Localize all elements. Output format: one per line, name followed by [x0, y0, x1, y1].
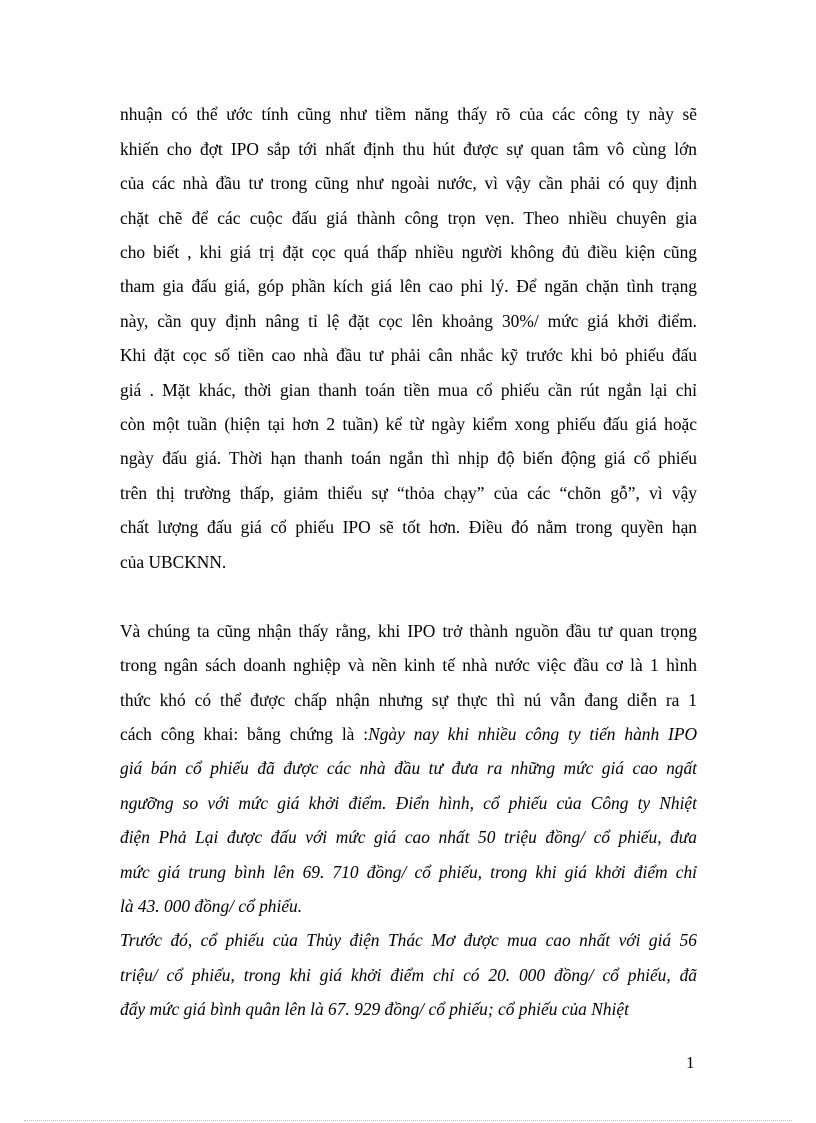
paragraph-1-line-1: nhuận có thể ước tính cũng như tiềm năng thấy rõ của các công ty này sẽ [120, 104, 697, 124]
paragraph-2-line-3: thức khó có thể được chấp nhận nhưng sự thực thì nú vẫn đang diễn ra 1 [120, 690, 697, 710]
italic-line-6: Trước đó, cổ phiếu của Thủy điện Thác Mơ được mua cao nhất với giá 56 [120, 930, 697, 950]
paragraph-2-line-2: trong ngân sách doanh nghiệp và nền kinh tế nhà nước việc đầu cơ là 1 hình [120, 655, 697, 675]
italic-line-2: ngưỡng so với mức giá khởi điểm. Điển hình, cổ phiếu của Công ty Nhiệt [120, 793, 697, 813]
paragraph-1-line-9: giá . Mặt khác, thời gian thanh toán tiền mua cổ phiếu cần rút ngắn lại chỉ [120, 380, 697, 400]
paragraph-1-line-13: chất lượng đấu giá cổ phiếu IPO sẽ tốt hơn. Điều đó nằm trong quyền hạn [120, 517, 697, 537]
italic-line-4: mức giá trung bình lên 69. 710 đồng/ cổ phiếu, trong khi giá khởi điểm chỉ [120, 862, 697, 882]
paragraph-2-line-1: Và chúng ta cũng nhận thấy rằng, khi IPO trở thành nguồn đầu tư quan trọng [120, 621, 697, 641]
page-bottom-edge [24, 1120, 792, 1121]
paragraph-1-line-7: này, cần quy định nâng tỉ lệ đặt cọc lên khoảng 30%/ mức giá khởi điểm. [120, 311, 697, 331]
paragraph-1-line-4: chặt chẽ để các cuộc đấu giá thành công trọn vẹn. Theo nhiều chuyên gia [120, 208, 697, 228]
italic-line-1: giá bán cổ phiếu đã được các nhà đầu tư đưa ra những mức giá cao ngất [120, 758, 697, 778]
italic-line-8: đẩy mức giá bình quân lên là 67. 929 đồng/ cổ phiếu; cổ phiếu của Nhiệt [120, 999, 629, 1019]
paragraph-1-line-5: cho biết , khi giá trị đặt cọc quá thấp nhiều người không đủ điều kiện cũng [120, 242, 697, 262]
page-number: 1 [686, 1053, 695, 1072]
paragraph-2-line-4 [120, 722, 697, 746]
italic-line-3: điện Phả Lại được đấu với mức giá cao nhất 50 triệu đồng/ cổ phiếu, đưa [120, 827, 697, 847]
paragraph-1-line-3: của các nhà đầu tư trong cũng như ngoài nước, vì vậy cần phải có quy định [120, 173, 697, 193]
paragraph-1-line-11: ngày đấu giá. Thời hạn thanh toán ngắn thì nhịp độ biến động giá cổ phiếu [120, 448, 697, 468]
paragraph-1-line-2: khiến cho đợt IPO sắp tới nhất định thu hút được sự quan tâm vô cùng lớn [120, 139, 697, 159]
paragraph-1-line-6: tham gia đấu giá, góp phần kích giá lên cao phi lý. Để ngăn chặn tình trạng [120, 276, 697, 296]
paragraph-1-line-12: trên thị trường thấp, giảm thiểu sự “thỏa chạy” của các “chõn gỗ”, vì vậy [120, 483, 697, 503]
italic-line-7: triệu/ cổ phiếu, trong khi giá khởi điểm chỉ có 20. 000 đồng/ cổ phiếu, đã [120, 965, 697, 985]
paragraph-1-line-10: còn một tuần (hiện tại hơn 2 tuần) kể từ ngày kiểm xong phiếu đấu giá hoặc [120, 414, 697, 434]
paragraph-1-line-14: của UBCKNN. [120, 552, 227, 572]
mixed-line-italic: Ngày nay khi nhiều công ty tiến hành IPO [368, 724, 697, 744]
italic-line-5: là 43. 000 đồng/ cổ phiếu. [120, 896, 303, 916]
mixed-line-normal: cách công khai: bằng chứng là : [120, 724, 369, 744]
paragraph-1-line-8: Khi đặt cọc số tiền cao nhà đầu tư phải cân nhắc kỹ trước khi bỏ phiếu đấu [120, 345, 697, 365]
